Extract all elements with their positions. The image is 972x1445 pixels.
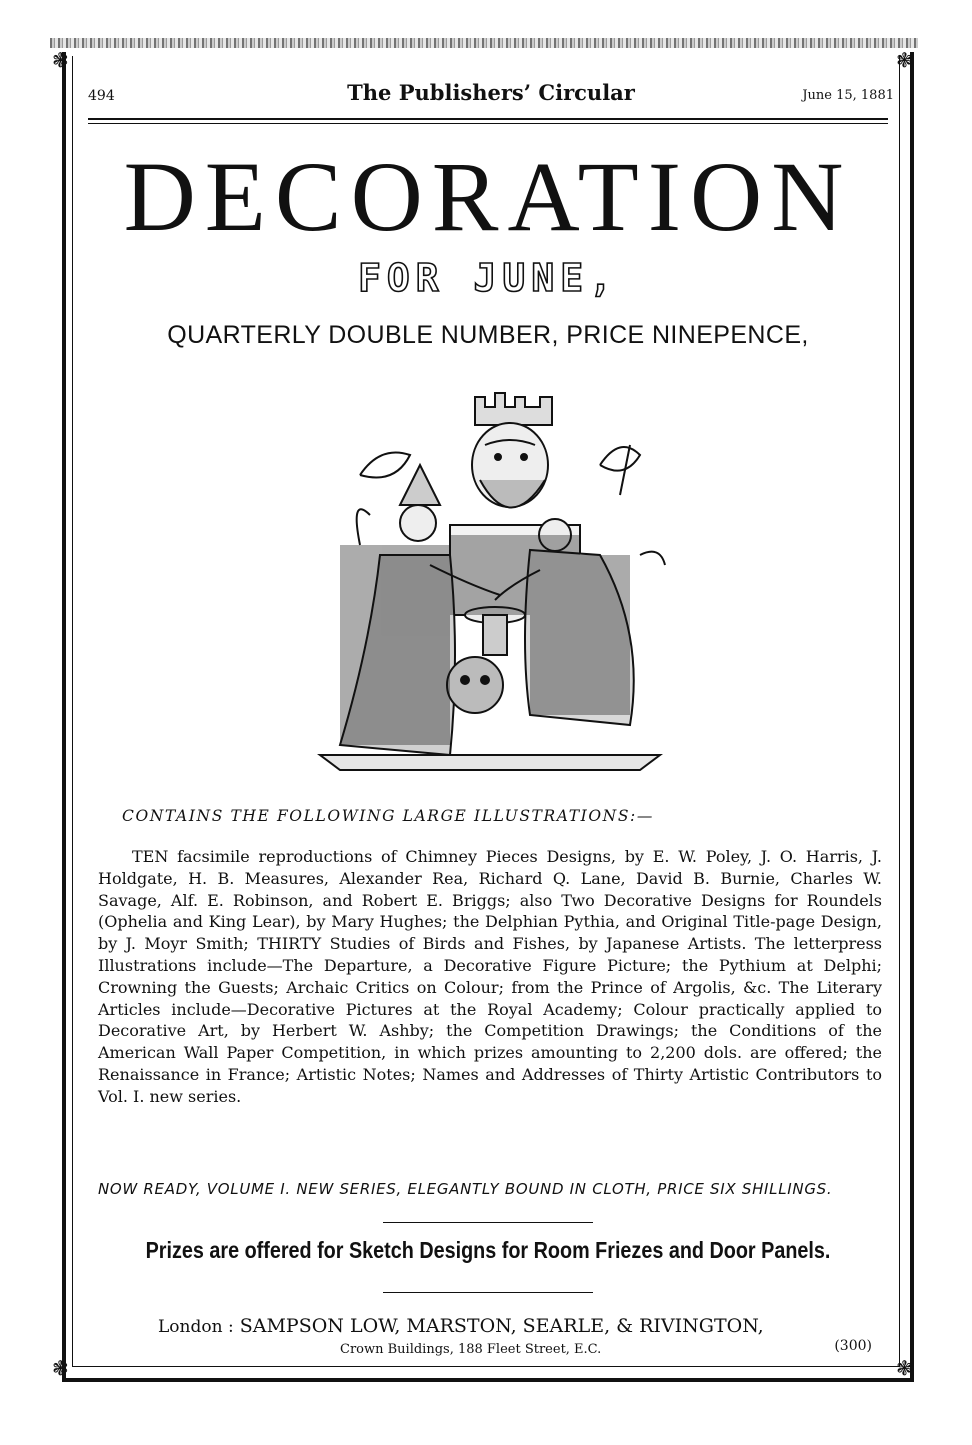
contents-paragraph: TEN facsimile reproductions of Chimney Pieces Designs, by E. W. Poley, J. O. Harris, J. Holdgate, H. B. Measures, Alexander Rea, Richard Q. Lane, David B. Burnie, Charles W. Savage, Alf. E. Robinson, and Robert E. Briggs; also Two Decorative Designs for Roundels (Ophelia and King Lear), by Mary Hughes; the Delphian Pythia, and Original Title-page Design, by J. Moyr Smith; THIRTY Studies of Birds and Fishes, by Japanese Artists. The letterpress Illustrations include—The Departure, a Decorative Figure Picture; the Pythium at Delphi; Crowning the Guests; Archaic Critics on Colour; from the Prince of Argolis, &c. The Literary Articles include—Decorative Pictures at the Royal Academy; Colour practically applied to Decorative Art, by Herbert W. Ashby; the Competition Drawings; the Conditions of the American Wall Paper Competition, in which prizes amounting to 2,200 dols. are offered; the Renaissance in France; Artistic Notes; Names and Addresses of Thirty Artistic Contributors to Vol. I. new series. [98, 847, 882, 1106]
corner-ornament-icon: ❃ [52, 48, 69, 72]
issue-date: June 15, 1881 [802, 88, 894, 103]
corner-ornament-icon: ❃ [896, 48, 913, 72]
header-rule [88, 123, 888, 124]
running-header [88, 80, 894, 110]
header-rule [88, 118, 888, 120]
contains-heading: CONTAINS THE FOLLOWING LARGE ILLUSTRATIONS:— [122, 807, 654, 825]
now-ready-line: NOW READY, VOLUME I. NEW SERIES, ELEGANTLY BOUND IN CLOTH, PRICE SIX SHILLINGS. [98, 1180, 833, 1198]
corner-ornament-icon: ❃ [896, 1356, 913, 1380]
illustration-crowned-figures-engraving [300, 385, 680, 780]
publisher-city-label: London : [158, 1317, 234, 1337]
advert-reference-number: (300) [834, 1338, 872, 1354]
publisher-name: SAMPSON LOW, MARSTON, SEARLE, & RIVINGTON, [239, 1315, 764, 1337]
divider-rule [383, 1222, 593, 1223]
divider-rule [383, 1292, 593, 1293]
advert-subtitle: FOR JUNE, [358, 256, 618, 300]
publisher-line [158, 1315, 878, 1337]
publisher-address: Crown Buildings, 188 Fleet Street, E.C. [340, 1342, 602, 1357]
page-number: 494 [88, 88, 115, 104]
edition-line: QUARTERLY DOUBLE NUMBER, PRICE NINEPENCE, [167, 321, 809, 349]
advert-title: DECORATION [123, 141, 853, 252]
corner-ornament-icon: ❃ [52, 1356, 69, 1380]
prizes-announcement: Prizes are offered for Sketch Designs for Room Friezes and Door Panels. [145, 1237, 831, 1263]
journal-title: The Publishers’ Circular [347, 80, 635, 105]
page-top-edge-strip [50, 38, 918, 48]
